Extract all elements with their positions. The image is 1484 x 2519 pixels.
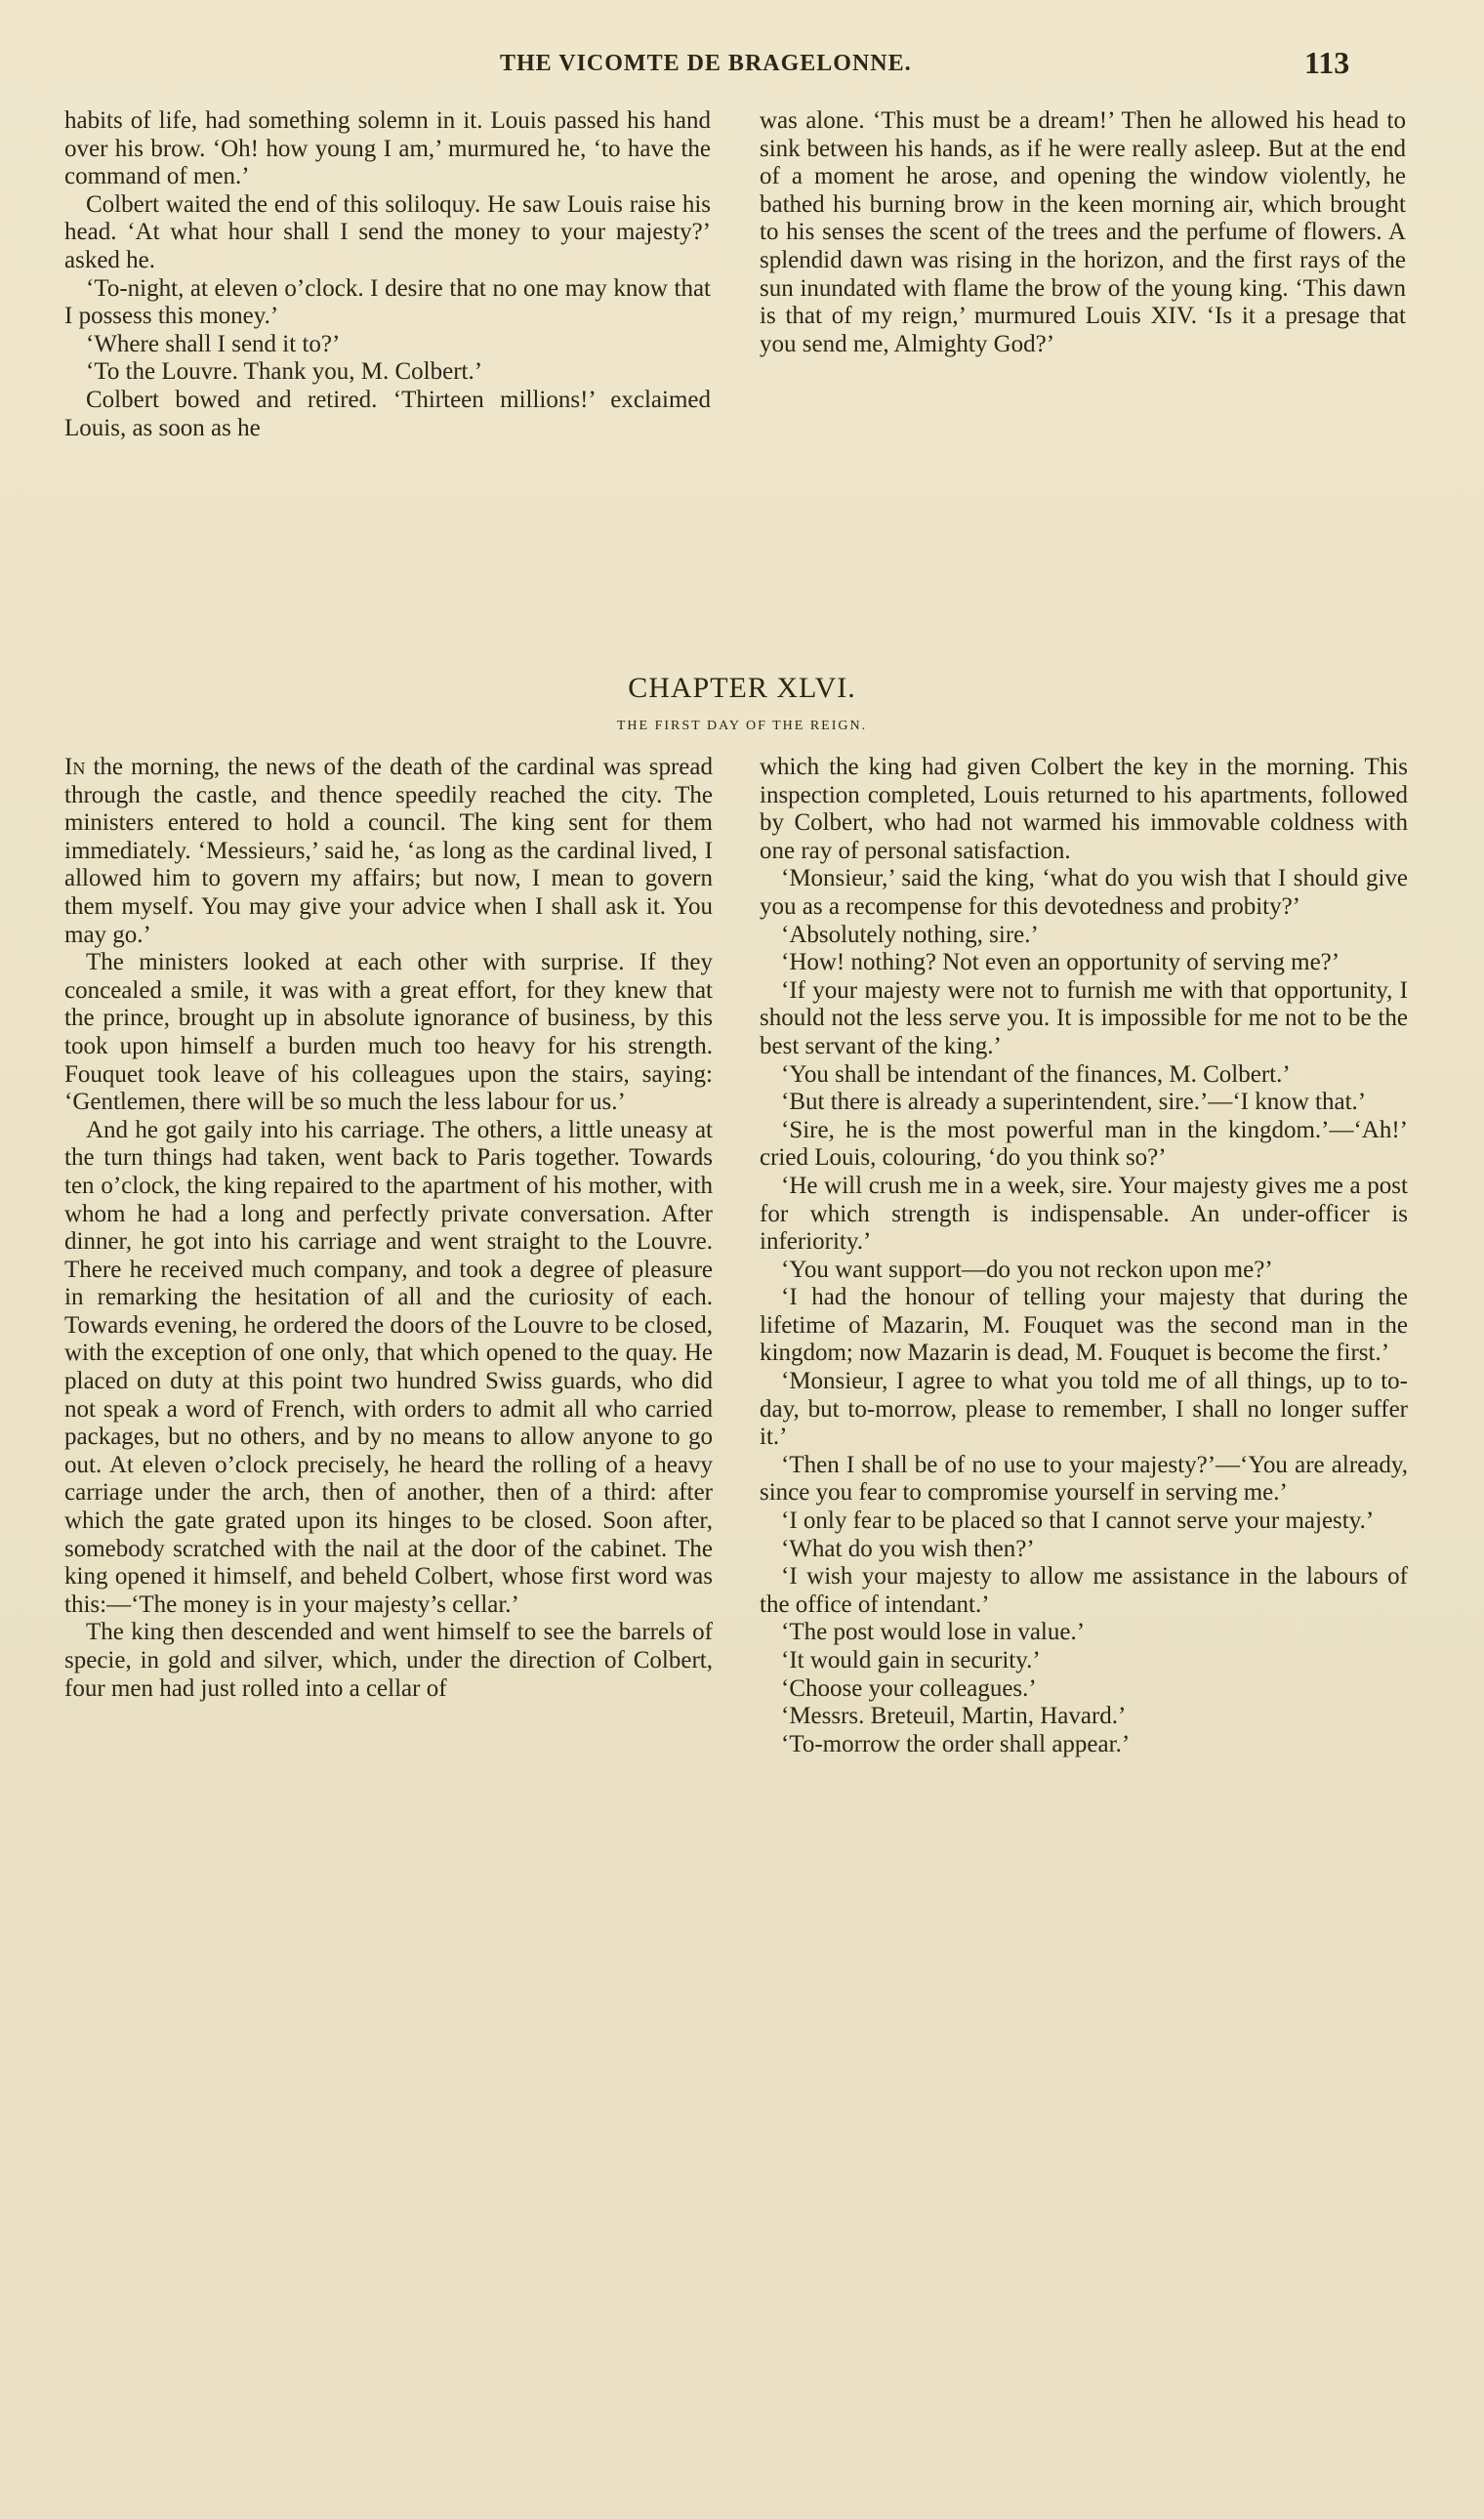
- paragraph: Colbert waited the end of this soliloquy. He saw Louis raise his head. ‘At what hour shall I send the money to your majesty?’ asked he.: [64, 190, 711, 273]
- paragraph: ‘Messrs. Breteuil, Martin, Havard.’: [781, 1703, 1127, 1730]
- paragraph: ‘I wish your majesty to allow me assistance in the labours of the office of intendant.’: [760, 1563, 1408, 1618]
- paragraph: ‘Choose your colleagues.’: [781, 1674, 1037, 1702]
- opening-word: In: [64, 754, 86, 780]
- paragraph: ‘If your majesty were not to furnish me with that opportunity, I should not the less serve you. It is impossible for me not to be the best servant of the king.’: [760, 976, 1408, 1059]
- paragraph: ‘Then I shall be of no use to your majesty?’—‘You are already, since you fear to compromise yourself in serving me.’: [760, 1451, 1408, 1507]
- chapter-title: CHAPTER XLVI.: [628, 672, 856, 704]
- opening-paragraph: [64, 754, 713, 949]
- paragraph: The ministers looked at each other with surprise. If they concealed a smile, it was with a great effort, for they knew that the prince, brought up in absolute ignorance of business, by this took upon himself a burden much too heavy for his strength. Fouquet took leave of his colleagues upon the stairs, saying: ‘Gentlemen, there will be so much the less labour for us.’: [64, 949, 713, 1116]
- paragraph: And he got gaily into his carriage. The others, a little uneasy at the turn things had taken, went back to Paris together. Towards ten o’clock, the king repaired to the apartment of his mother, with whom he had a long and perfectly private conversation. After dinner, he got into his carriage and went straight to the Louvre. There he received much company, and took a degree of pleasure in remarking the hesitation of all and the curiosity of each. Towards evening, he ordered the doors of the Louvre to be closed, with the exception of one only, that which opened to the quay. He placed on duty at this point two hundred Swiss guards, who did not speak a word of French, with orders to admit all who carried packages, but no others, and by no means to allow anyone to go out. At eleven o’clock precisely, he heard the rolling of a heavy carriage under the arch, then of another, then of a third: after which the gate grated upon its hinges to be closed. Soon after, somebody scratched with the nail at the door of the cabinet. The king opened it himself, and beheld Colbert, whose first word was this:—‘The money is in your majesty’s cellar.’: [64, 1116, 713, 1618]
- paragraph: ‘Where shall I send it to?’: [86, 330, 341, 357]
- upper-right-column: [760, 107, 1406, 358]
- paragraph: ‘To-night, at eleven o’clock. I desire that no one may know that I possess this money.’: [64, 274, 711, 330]
- paragraph: habits of life, had something solemn in it. Louis passed his hand over his brow. ‘Oh! how young I am,’ murmured he, ‘to have the command of men.’: [64, 107, 711, 190]
- running-head: [0, 45, 1484, 84]
- paragraph: was alone. ‘This must be a dream!’ Then he allowed his head to sink between his hands, as if he were really asleep. But at the end of a moment he arose, and opening the window violently, he bathed his burning brow in the keen morning air, which brought to his senses the scent of the trees and the perfume of flowers. A splendid dawn was rising in the horizon, and the first rays of the sun inundated with flame the brow of the young king. ‘This dawn is that of my reign,’ murmured Louis XIV. ‘Is it a presage that you send me, Almighty God?’: [760, 107, 1406, 357]
- page-number: 113: [1304, 45, 1350, 80]
- paragraph: The king then descended and went himself to see the barrels of specie, in gold and silver, which, under the direction of Colbert, four men had just rolled into a cellar of: [64, 1619, 713, 1702]
- paragraph: ‘To the Louvre. Thank you, M. Colbert.’: [86, 358, 483, 386]
- paragraph: ‘To-morrow the order shall appear.’: [781, 1730, 1131, 1757]
- paragraph: which the king had given Colbert the key in the morning. This inspection completed, Louis returned to his apartments, followed by Colbert, who had not warmed his immovable coldness with one ray of personal satisfaction.: [760, 754, 1408, 864]
- paragraph: ‘I only fear to be placed so that I cannot serve your majesty.’: [781, 1507, 1375, 1535]
- paragraph: ‘Sire, he is the most powerful man in the kingdom.’—‘Ah!’ cried Louis, colouring, ‘do you think so?’: [760, 1116, 1408, 1172]
- paragraph: ‘He will crush me in a week, sire. Your majesty gives me a post for which strength is indispensable. An under-officer is inferiority.’: [760, 1172, 1408, 1256]
- upper-left-column: [64, 107, 711, 442]
- lower-right-column: [760, 754, 1408, 1758]
- paragraph: Colbert bowed and retired. ‘Thirteen millions!’ exclaimed Louis, as soon as he: [64, 386, 711, 441]
- chapter-subtitle: THE FIRST DAY OF THE REIGN.: [616, 719, 868, 733]
- lower-left-column: [64, 754, 713, 1703]
- paragraph: ‘You want support—do you not reckon upon me?’: [781, 1256, 1273, 1283]
- paragraph: ‘What do you wish then?’: [781, 1535, 1035, 1562]
- paragraph: ‘The post would lose in value.’: [781, 1619, 1086, 1646]
- paragraph: ‘Monsieur, I agree to what you told me of all things, up to to-day, but to-morrow, please to remember, I shall no longer suffer it.’: [760, 1368, 1408, 1451]
- paragraph: ‘It would gain in security.’: [781, 1647, 1041, 1673]
- opening-text: the morning, the news of the death of the cardinal was spread through the castle, and thence speedily reached the city. The ministers entered to hold a council. The king sent for them immediately. ‘Messieurs,’ said he, ‘as long as the cardinal lived, I allowed him to govern my affairs; but now, I mean to govern them myself. You may give your advice when I shall ask it. You may go.’: [64, 754, 713, 948]
- paragraph: ‘You shall be intendant of the finances, M. Colbert.’: [781, 1060, 1291, 1088]
- paragraph: ‘But there is already a superintendent, sire.’—‘I know that.’: [781, 1089, 1367, 1116]
- paragraph: ‘How! nothing? Not even an opportunity of serving me?’: [781, 949, 1340, 976]
- running-title: THE VICOMTE DE BRAGELONNE.: [500, 51, 912, 76]
- paragraph: ‘Monsieur,’ said the king, ‘what do you wish that I should give you as a recompense for this devotedness and probity?’: [760, 865, 1408, 920]
- paragraph: ‘I had the honour of telling your majesty that during the lifetime of Mazarin, M. Fouquet was the second man in the kingdom; now Mazarin is dead, M. Fouquet is become the first.’: [760, 1284, 1408, 1367]
- paragraph: ‘Absolutely nothing, sire.’: [781, 921, 1039, 948]
